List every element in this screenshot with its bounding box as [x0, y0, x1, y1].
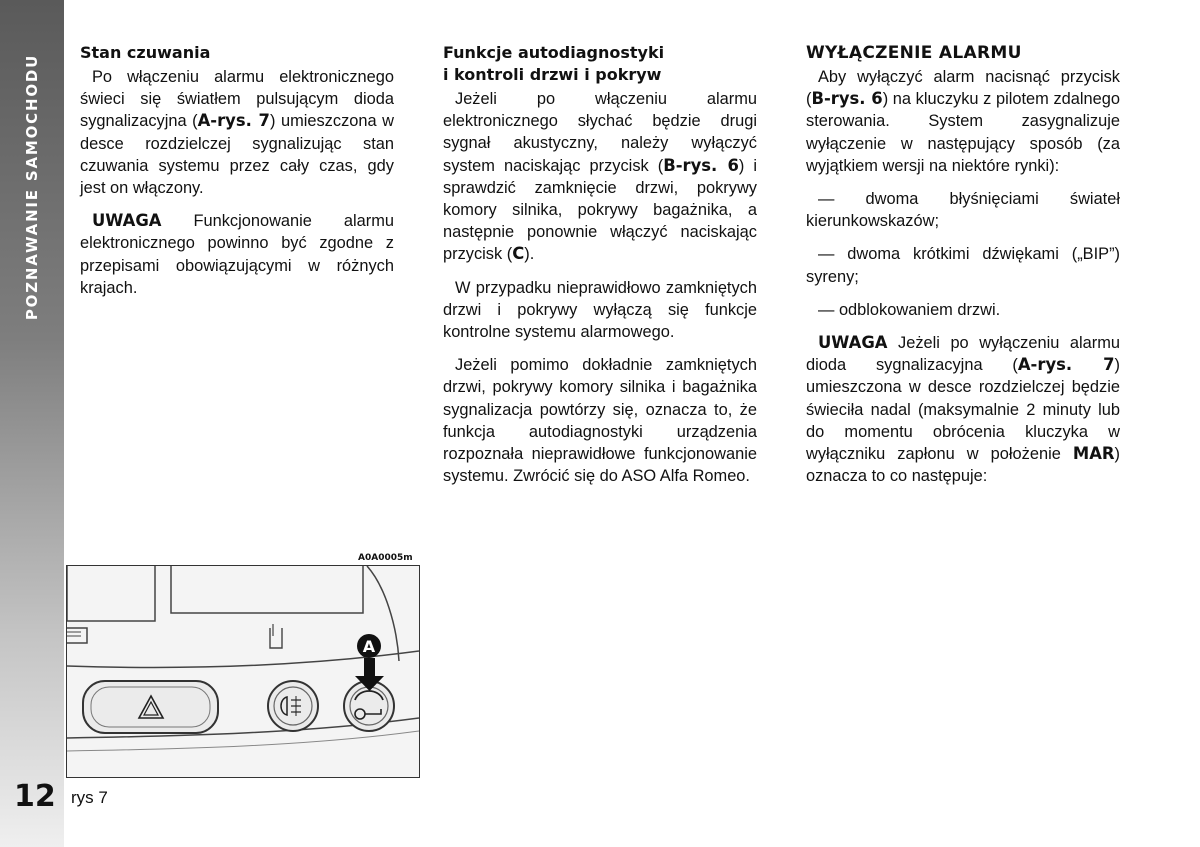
text-run: Jeżeli po wyłączeniu alarmu dioda sygnalizacyjna (: [806, 334, 1120, 375]
figure-code: A0A0005m: [358, 553, 413, 563]
figure-reference: B-rys. 6: [811, 89, 883, 109]
panel-outline-center: [171, 566, 363, 613]
text-run: ) i sprawdzić zamknięcie drzwi, pokrywy komory silnika, pokrywy bagażnika, a następnie ponownie włączyć naciskając przycisk (: [443, 156, 757, 264]
dashboard-drawing: [67, 566, 419, 777]
hazard-button[interactable]: [83, 681, 218, 733]
fog-light-button[interactable]: [268, 681, 318, 731]
paragraph-doors: W przypadku nieprawidłowo zamkniętych drzwi i pokrywy wyłączą się funkcje kontrolne systemu alarmowego.: [443, 278, 757, 342]
heading-line: Funkcje autodiagnostyki: [443, 43, 665, 62]
section-heading-disarm: WYŁĄCZENIE ALARMU: [806, 43, 1022, 63]
panel-outline-left: [67, 566, 155, 621]
chapter-sidebar: [0, 0, 64, 847]
text-run: Aby wyłączyć alarm nacisnąć przycisk (: [806, 68, 1120, 109]
text-run: Jeżeli po włączeniu alarmu elektronicznego słychać będzie drugi sygnał akustyczny, należy wyłączyć system naciskając przycisk (: [443, 90, 757, 175]
paragraph-note: [80, 210, 394, 299]
cup-icon: [270, 624, 282, 648]
text-run: ) na kluczyku z pilotem zdalnego sterowania. System zasygnalizuje wyłączenie w następujący sposób (za wyjątkiem wersji na niektóre rynki):: [806, 90, 1120, 175]
paragraph-diagnostics: [443, 88, 757, 266]
figure-caption: rys 7: [71, 788, 108, 807]
paragraph-warning: [806, 332, 1120, 487]
figure-reference: A-rys. 7: [1017, 355, 1115, 375]
page-number: 12: [14, 779, 56, 814]
dashboard-illustration: [66, 565, 420, 778]
heading-line: i kontroli drzwi i pokryw: [443, 65, 662, 84]
section-heading-diagnostics: [443, 42, 757, 86]
chapter-title: POZNAWANIE SAMOCHODU: [23, 53, 41, 321]
list-item: — odblokowaniem drzwi.: [818, 300, 1001, 319]
note-label: UWAGA: [92, 211, 162, 231]
button-reference: C: [512, 244, 525, 264]
ignition-position: MAR: [1072, 444, 1115, 464]
list-item: — dwoma krótkimi dźwiękami („BIP”) syreny;: [806, 245, 1120, 286]
column-3: [806, 42, 1120, 498]
paragraph-standby: [80, 66, 394, 199]
text-run: ) umieszczona w desce rozdzielczej będzie świeciła nadal (maksymalnie 2 minuty lub do momentu obrócenia kluczyka w wyłączniku zapłonu w położenie: [806, 356, 1120, 464]
column-1: [80, 42, 394, 310]
paragraph-disarm: [806, 66, 1120, 177]
text-run: ).: [524, 245, 535, 264]
figure-reference: A-rys. 7: [197, 111, 270, 131]
marker-letter: A: [362, 637, 376, 656]
list-item: — dwoma błyśnięciami świateł kierunkowskazów;: [806, 190, 1120, 231]
callout-marker-a: [357, 634, 381, 658]
text-run: Funkcjonowanie alarmu elektronicznego powinno być zgodne z przepisami obowiązującymi w różnych krajach.: [80, 212, 394, 297]
figure-reference: B-rys. 6: [663, 155, 739, 175]
paragraph-service: Jeżeli pomimo dokładnie zamkniętych drzwi, pokrywy komory silnika i bagażnika sygnalizacja powtórzy się, oznacza to, że funkcja autodiagnostyki urządzenia rozpoznała nieprawidłowe funkcjonowanie systemu. Zwrócić się do ASO Alfa Romeo.: [443, 356, 757, 486]
note-label: UWAGA: [818, 333, 888, 353]
text-run: ) umieszczona w desce rozdzielczej sygnalizując stan czuwania systemu przez cały czas, gdy jest on włączony.: [80, 112, 394, 198]
text-run: ) oznacza to co następuje:: [806, 445, 1120, 486]
column-2: [443, 42, 757, 498]
section-heading-standby: Stan czuwania: [80, 43, 211, 62]
text-run: Po włączeniu alarmu elektronicznego świeci się światłem pulsującym dioda sygnalizacyjna (: [80, 68, 394, 131]
